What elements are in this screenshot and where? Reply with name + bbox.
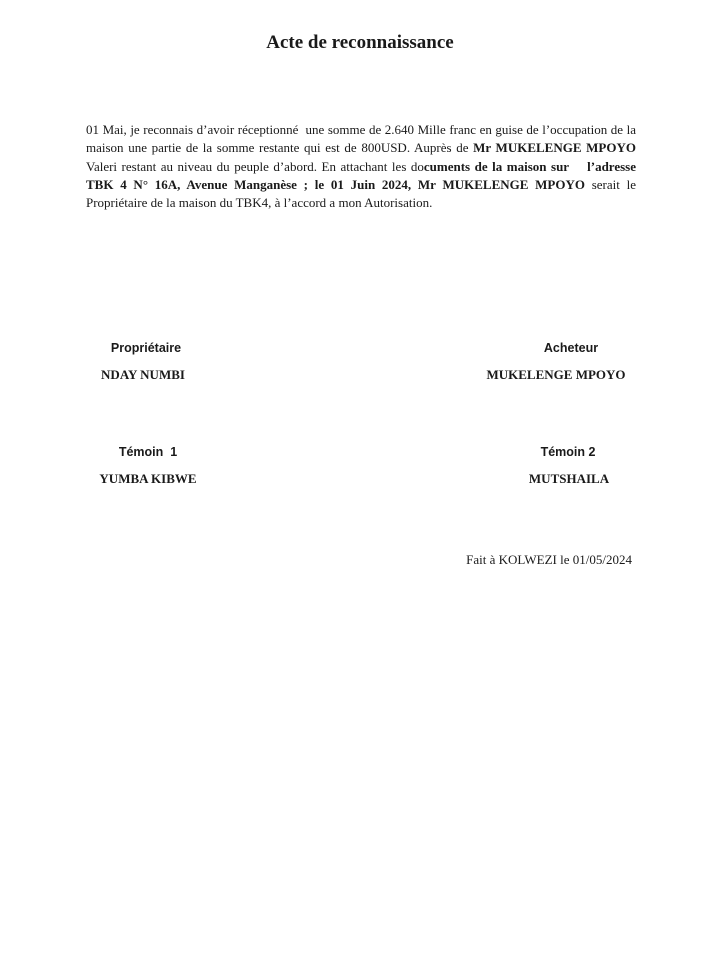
buyer-name: MUKELENGE MPOYO <box>486 367 626 382</box>
buyer-role-label: Acheteur <box>543 341 599 355</box>
paragraph-text-2: Valeri restant au niveau du peuple d’abord. En attachant les do <box>86 158 424 174</box>
owner-name: NDAY NUMBI <box>101 367 185 382</box>
witness2-name: MUTSHAILA <box>528 471 610 486</box>
paragraph-text-1: 01 Mai, je reconnais d’avoir réceptionné une somme de 2.640 Mille franc en guise de l’occupation de la maison une partie de la somme restante qui est de 800USD. Auprès de <box>86 122 636 156</box>
body-paragraph <box>86 121 636 212</box>
paragraph-bold-1: Mr MUKELENGE MPOYO <box>473 140 636 156</box>
witness2-role-label: Témoin 2 <box>540 445 596 459</box>
document-title: Acte de reconnaissance <box>266 32 454 53</box>
paragraph-bold-2: cuments de la maison sur l’adresse TBK 4 N° 16A, Avenue Manganèse ; le 01 Juin 2024, Mr MUKELENGE MPOYO <box>86 158 636 192</box>
witness1-role-label: Témoin 1 <box>118 445 178 459</box>
paragraph-text-3: serait le Propriétaire de la maison du TBK4, à l’accord a mon Autorisation. <box>86 176 637 211</box>
witness1-name: YUMBA KIBWE <box>99 471 197 486</box>
place-and-date: Fait à KOLWEZI le 01/05/2024 <box>466 552 632 567</box>
owner-role-label: Propriétaire <box>110 341 182 355</box>
